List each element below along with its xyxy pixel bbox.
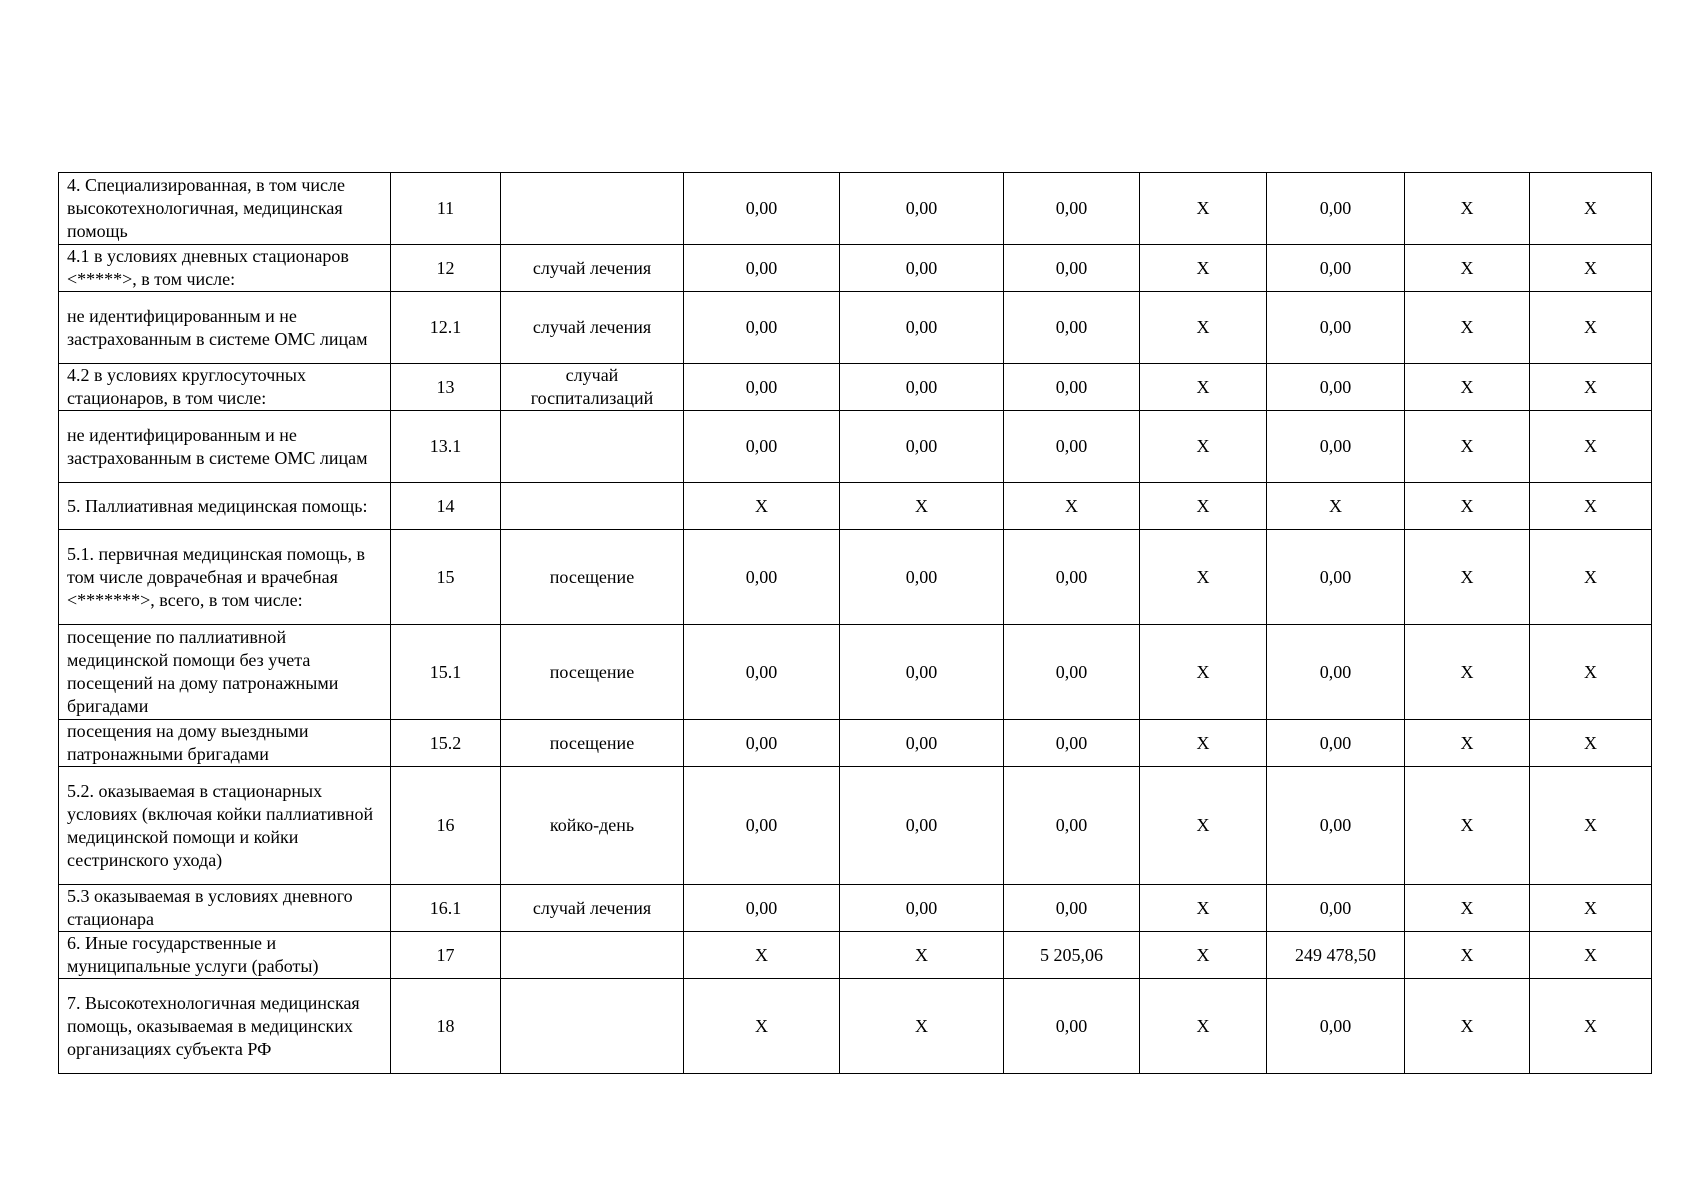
- table-row: [59, 885, 1652, 932]
- value-cell: 0,00: [1004, 979, 1140, 1074]
- value-cell: 0,00: [1267, 364, 1405, 411]
- row-code-cell: 11: [391, 173, 501, 245]
- value-cell: X: [1140, 625, 1267, 720]
- row-name-cell: не идентифицированным и не застрахованным в системе ОМС лицам: [59, 292, 391, 364]
- value-cell: X: [1405, 767, 1530, 885]
- value-cell: 0,00: [840, 767, 1004, 885]
- row-code-cell: 13.1: [391, 411, 501, 483]
- value-cell: 0,00: [1004, 885, 1140, 932]
- value-cell: X: [1405, 173, 1530, 245]
- value-cell: X: [1530, 979, 1652, 1074]
- value-cell: 0,00: [684, 885, 840, 932]
- value-cell: 249 478,50: [1267, 932, 1405, 979]
- row-code-cell: 15.1: [391, 625, 501, 720]
- row-code-cell: 13: [391, 364, 501, 411]
- value-cell: X: [1530, 292, 1652, 364]
- value-cell: 0,00: [840, 885, 1004, 932]
- value-cell: X: [840, 483, 1004, 530]
- value-cell: 0,00: [1267, 625, 1405, 720]
- row-name-cell: 4.1 в условиях дневных стационаров <*****>, в том числе:: [59, 245, 391, 292]
- value-cell: 0,00: [684, 720, 840, 767]
- table-body: [59, 173, 1652, 1074]
- value-cell: X: [1140, 530, 1267, 625]
- value-cell: 0,00: [1267, 292, 1405, 364]
- row-code-cell: 16.1: [391, 885, 501, 932]
- value-cell: X: [840, 979, 1004, 1074]
- row-name-cell: 5.2. оказываемая в стационарных условиях (включая койки паллиативной медицинской помощи и койки сестринского ухода): [59, 767, 391, 885]
- row-code-cell: 15: [391, 530, 501, 625]
- value-cell: X: [1405, 245, 1530, 292]
- value-cell: 0,00: [840, 411, 1004, 483]
- value-cell: 0,00: [1004, 767, 1140, 885]
- value-cell: 0,00: [1004, 625, 1140, 720]
- value-cell: 0,00: [840, 364, 1004, 411]
- value-cell: 0,00: [1267, 411, 1405, 483]
- data-table: [58, 172, 1652, 1074]
- value-cell: 0,00: [684, 292, 840, 364]
- row-name-cell: 5. Паллиативная медицинская помощь:: [59, 483, 391, 530]
- row-unit-cell: [501, 483, 684, 530]
- value-cell: 0,00: [684, 411, 840, 483]
- table-row: [59, 530, 1652, 625]
- row-unit-cell: случай лечения: [501, 885, 684, 932]
- row-name-cell: 7. Высокотехнологичная медицинская помощь, оказываемая в медицинских организациях субъекта РФ: [59, 979, 391, 1074]
- value-cell: X: [1140, 979, 1267, 1074]
- value-cell: 0,00: [684, 767, 840, 885]
- value-cell: X: [1140, 173, 1267, 245]
- value-cell: X: [1405, 411, 1530, 483]
- table-row: [59, 767, 1652, 885]
- value-cell: 0,00: [840, 530, 1004, 625]
- row-name-cell: не идентифицированным и не застрахованным в системе ОМС лицам: [59, 411, 391, 483]
- value-cell: X: [1530, 720, 1652, 767]
- value-cell: X: [1530, 483, 1652, 530]
- table-row: [59, 483, 1652, 530]
- value-cell: 0,00: [1004, 245, 1140, 292]
- value-cell: X: [1530, 173, 1652, 245]
- value-cell: 0,00: [1267, 720, 1405, 767]
- value-cell: X: [1530, 411, 1652, 483]
- row-unit-cell: койко-день: [501, 767, 684, 885]
- value-cell: X: [1140, 483, 1267, 530]
- row-code-cell: 16: [391, 767, 501, 885]
- row-code-cell: 18: [391, 979, 501, 1074]
- value-cell: X: [1004, 483, 1140, 530]
- row-unit-cell: случай госпитализаций: [501, 364, 684, 411]
- value-cell: 0,00: [840, 292, 1004, 364]
- value-cell: X: [1140, 411, 1267, 483]
- table-row: [59, 979, 1652, 1074]
- row-unit-cell: [501, 932, 684, 979]
- value-cell: 0,00: [1004, 720, 1140, 767]
- row-unit-cell: [501, 173, 684, 245]
- value-cell: 0,00: [1267, 173, 1405, 245]
- value-cell: X: [1140, 292, 1267, 364]
- row-unit-cell: посещение: [501, 530, 684, 625]
- row-code-cell: 14: [391, 483, 501, 530]
- value-cell: 0,00: [684, 530, 840, 625]
- value-cell: 0,00: [684, 625, 840, 720]
- value-cell: X: [1530, 530, 1652, 625]
- value-cell: X: [1530, 625, 1652, 720]
- row-name-cell: посещения на дому выездными патронажными бригадами: [59, 720, 391, 767]
- value-cell: X: [1140, 364, 1267, 411]
- value-cell: X: [1140, 932, 1267, 979]
- value-cell: X: [1530, 245, 1652, 292]
- value-cell: X: [1405, 530, 1530, 625]
- row-name-cell: 4.2 в условиях круглосуточных стационаров, в том числе:: [59, 364, 391, 411]
- row-unit-cell: [501, 411, 684, 483]
- value-cell: 0,00: [1004, 173, 1140, 245]
- value-cell: X: [1530, 932, 1652, 979]
- value-cell: X: [1140, 245, 1267, 292]
- value-cell: X: [1140, 767, 1267, 885]
- value-cell: 0,00: [1004, 292, 1140, 364]
- value-cell: X: [1530, 767, 1652, 885]
- row-code-cell: 17: [391, 932, 501, 979]
- value-cell: X: [1405, 292, 1530, 364]
- value-cell: X: [684, 483, 840, 530]
- row-unit-cell: посещение: [501, 720, 684, 767]
- value-cell: X: [1267, 483, 1405, 530]
- value-cell: 0,00: [684, 245, 840, 292]
- table-row: [59, 720, 1652, 767]
- table-row: [59, 245, 1652, 292]
- row-name-cell: 5.3 оказываемая в условиях дневного стационара: [59, 885, 391, 932]
- row-name-cell: 5.1. первичная медицинская помощь, в том числе доврачебная и врачебная <*******>, всего, в том числе:: [59, 530, 391, 625]
- value-cell: 0,00: [1004, 364, 1140, 411]
- value-cell: 0,00: [1267, 245, 1405, 292]
- row-code-cell: 12.1: [391, 292, 501, 364]
- value-cell: 0,00: [840, 245, 1004, 292]
- value-cell: X: [1530, 364, 1652, 411]
- value-cell: X: [1530, 885, 1652, 932]
- value-cell: X: [1405, 483, 1530, 530]
- value-cell: X: [1405, 932, 1530, 979]
- row-unit-cell: случай лечения: [501, 245, 684, 292]
- row-unit-cell: [501, 979, 684, 1074]
- row-unit-cell: случай лечения: [501, 292, 684, 364]
- table-row: [59, 364, 1652, 411]
- value-cell: 0,00: [1267, 530, 1405, 625]
- value-cell: 0,00: [684, 173, 840, 245]
- table-row: [59, 625, 1652, 720]
- value-cell: 0,00: [840, 173, 1004, 245]
- table-row: [59, 932, 1652, 979]
- value-cell: X: [1405, 720, 1530, 767]
- value-cell: X: [1405, 625, 1530, 720]
- value-cell: X: [1140, 885, 1267, 932]
- value-cell: 0,00: [1267, 885, 1405, 932]
- table-row: [59, 292, 1652, 364]
- value-cell: X: [1405, 885, 1530, 932]
- value-cell: X: [1405, 364, 1530, 411]
- value-cell: 0,00: [1004, 411, 1140, 483]
- value-cell: 0,00: [840, 720, 1004, 767]
- value-cell: X: [840, 932, 1004, 979]
- value-cell: X: [684, 979, 840, 1074]
- value-cell: 0,00: [1004, 530, 1140, 625]
- value-cell: 0,00: [840, 625, 1004, 720]
- value-cell: X: [1140, 720, 1267, 767]
- row-unit-cell: посещение: [501, 625, 684, 720]
- value-cell: 0,00: [1267, 979, 1405, 1074]
- value-cell: X: [1405, 979, 1530, 1074]
- row-name-cell: 4. Специализированная, в том числе высокотехнологичная, медицинская помощь: [59, 173, 391, 245]
- row-code-cell: 12: [391, 245, 501, 292]
- value-cell: X: [684, 932, 840, 979]
- value-cell: 5 205,06: [1004, 932, 1140, 979]
- row-name-cell: 6. Иные государственные и муниципальные услуги (работы): [59, 932, 391, 979]
- value-cell: 0,00: [1267, 767, 1405, 885]
- row-code-cell: 15.2: [391, 720, 501, 767]
- value-cell: 0,00: [684, 364, 840, 411]
- table-row: [59, 173, 1652, 245]
- table-row: [59, 411, 1652, 483]
- row-name-cell: посещение по паллиативной медицинской помощи без учета посещений на дому патронажными бригадами: [59, 625, 391, 720]
